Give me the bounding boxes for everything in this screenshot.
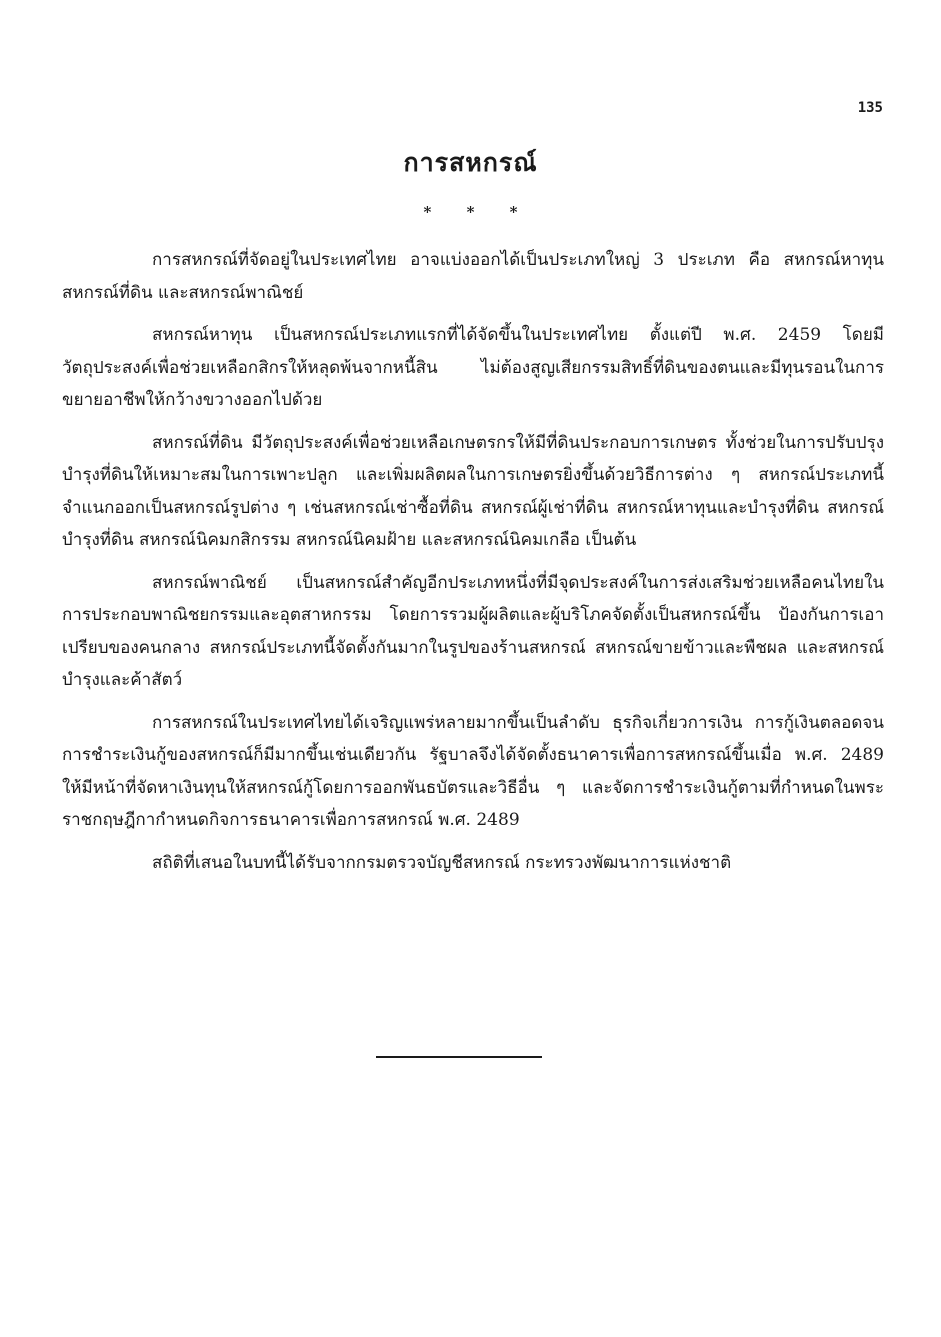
body-text [62,244,884,879]
paragraph-intro: การสหกรณ์ที่จัดอยู่ในประเทศไทย อาจแบ่งออกได้เป็นประเภทใหญ่ 3 ประเภท คือ สหกรณ์หาทุน สหกรณ์ที่ดิน และสหกรณ์พาณิชย์ [62,250,884,303]
paragraph-land-cooperatives: สหกรณ์ที่ดิน มีวัตถุประสงค์เพื่อช่วยเหลือเกษตรกรให้มีที่ดินประกอบการเกษตร ทั้งช่วยในการปรับปรุงบำรุงที่ดินให้เหมาะสมในการเพาะปลูก และเพิ่มผลิตผลในการเกษตรยิ่งขึ้นด้วยวิธีการต่าง ๆ สหกรณ์ประเภทนี้จำแนกออกเป็นสหกรณ์รูปต่าง ๆ เช่นสหกรณ์เช่าซื้อที่ดิน สหกรณ์ผู้เช่าที่ดิน สหกรณ์หาทุนและบำรุงที่ดิน สหกรณ์บำรุงที่ดิน สหกรณ์นิคมกสิกรรม สหกรณ์นิคมฝ้าย และสหกรณ์นิคมเกลือ เป็นต้น [62,432,884,550]
paragraph-capital-cooperatives: สหกรณ์หาทุน เป็นสหกรณ์ประเภทแรกที่ได้จัดขึ้นในประเทศไทย ตั้งแต่ปี พ.ศ. 2459 โดยมีวัตถุประสงค์เพื่อช่วยเหลือกสิกรให้หลุดพ้นจากหนี้สิน ไม่ต้องสูญเสียกรรมสิทธิ์ที่ดินของตนและมีทุนรอนในการขยายอาชีพให้กว้างขวางออกไปด้วย [62,325,884,410]
end-rule [376,1056,542,1058]
paragraph-statistics-source: สถิติที่เสนอในบทนี้ได้รับจากกรมตรวจบัญชีสหกรณ์ กระทรวงพัฒนาการแห่งชาติ [152,852,732,873]
page-number: 135 [857,100,883,116]
page-title: การสหกรณ์ [403,148,538,177]
section-separator: * * * [423,203,518,221]
paragraph-cooperative-bank: การสหกรณ์ในประเทศไทยได้เจริญแพร่หลายมากขึ้นเป็นลำดับ ธุรกิจเกี่ยวการเงิน การกู้เงินตลอดจนการชำระเงินกู้ของสหกรณ์ก็มีมากขึ้นเช่นเดียวกัน รัฐบาลจึงได้จัดตั้งธนาคารเพื่อการสหกรณ์ขึ้นเมื่อ พ.ศ. 2489 ให้มีหน้าที่จัดหาเงินทุนให้สหกรณ์กู้โดยการออกพันธบัตรและวิธีอื่น ๆ และจัดการชำระเงินกู้ตามที่กำหนดในพระราชกฤษฎีกากำหนดกิจการธนาคารเพื่อการสหกรณ์ พ.ศ. 2489 [62,712,884,830]
paragraph-commercial-cooperatives: สหกรณ์พาณิชย์ เป็นสหกรณ์สำคัญอีกประเภทหนึ่งที่มีจุดประสงค์ในการส่งเสริมช่วยเหลือคนไทยในการประกอบพาณิชยกรรมและอุตสาหกรรม โดยการรวมผู้ผลิตและผู้บริโภคจัดตั้งเป็นสหกรณ์ขึ้น ป้องกันการเอาเปรียบของคนกลาง สหกรณ์ประเภทนี้จัดตั้งกันมากในรูปของร้านสหกรณ์ สหกรณ์ขายข้าวและพืชผล และสหกรณ์บำรุงและค้าสัตว์ [62,572,884,690]
